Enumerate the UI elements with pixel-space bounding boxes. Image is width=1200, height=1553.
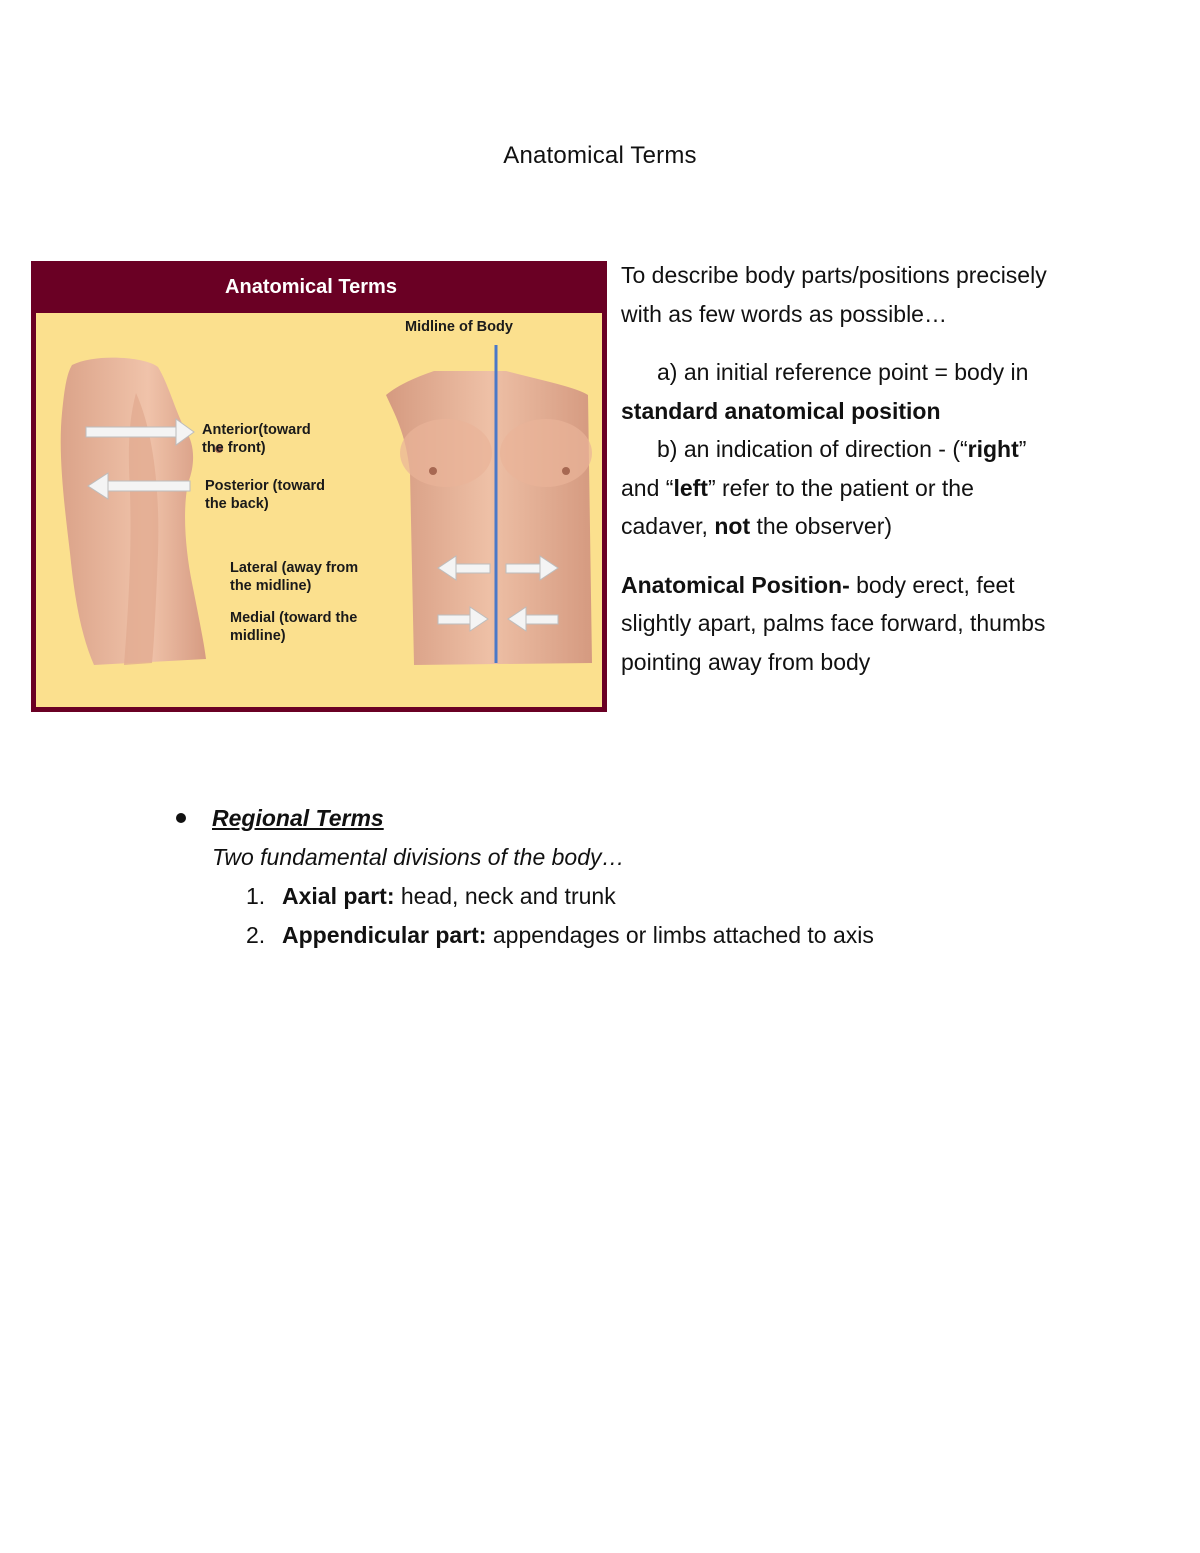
figure-title: Anatomical Terms	[225, 275, 397, 298]
item-a-text: an initial reference point = body in	[683, 359, 1029, 385]
bullet-icon	[176, 813, 186, 823]
list-item	[246, 916, 874, 955]
regional-terms-subheading: Two fundamental divisions of the body…	[212, 844, 625, 870]
intro-paragraph: To describe body parts/positions precisely with as few words as possible…	[621, 262, 1047, 327]
list-number: 2.	[246, 922, 266, 948]
item-b-and: ” and “	[621, 436, 1027, 501]
item-a-bold: standard anatomical position	[621, 397, 941, 424]
left-nipple	[429, 467, 437, 475]
anterior-label: Anterior(toward the front)	[202, 422, 311, 456]
anatomical-position-text: body erect, feet slightly apart, palms face forward, thumbs pointing away from body	[621, 571, 1046, 675]
item-b-not: not	[714, 513, 751, 539]
list-item-label: Appendicular part:	[282, 922, 487, 948]
front-view-torso	[386, 371, 592, 665]
list-number: 1.	[246, 883, 266, 909]
item-a	[621, 353, 1061, 430]
item-b-text: an indication of direction -	[683, 436, 946, 462]
midline-label: Midline of Body	[405, 319, 513, 335]
page-title: Anatomical Terms	[503, 142, 697, 169]
item-b-left: left	[673, 474, 708, 501]
anatomical-terms-figure	[31, 261, 607, 712]
item-b-end: the observer)	[756, 513, 893, 539]
item-a-label: a)	[657, 359, 678, 385]
right-chest	[500, 419, 592, 487]
list-item-text: appendages or limbs attached to axis	[492, 922, 874, 948]
list-item	[246, 877, 616, 916]
item-b-refer: ” refer to the patient or the cadaver,	[621, 474, 974, 539]
figure-header	[31, 261, 607, 313]
intro-text	[621, 256, 1061, 681]
posterior-label: Posterior (toward the back)	[205, 478, 326, 512]
item-b-label: b)	[657, 436, 678, 462]
anatomical-position-label: Anatomical Position-	[621, 571, 850, 598]
anatomical-position	[621, 566, 1061, 682]
regional-terms-heading: Regional Terms	[212, 805, 384, 831]
list-item-label: Axial part:	[282, 883, 395, 909]
lateral-label: Lateral (away from the midline)	[230, 560, 359, 594]
right-nipple	[562, 467, 570, 475]
left-chest	[400, 419, 492, 487]
list-item-text: head, neck and trunk	[400, 883, 616, 909]
item-b-right: right	[967, 436, 1019, 462]
item-b	[621, 430, 1061, 546]
item-b-open: (“	[952, 436, 968, 462]
medial-label: Medial (toward the midline)	[230, 610, 358, 644]
figure-panel	[36, 313, 602, 707]
